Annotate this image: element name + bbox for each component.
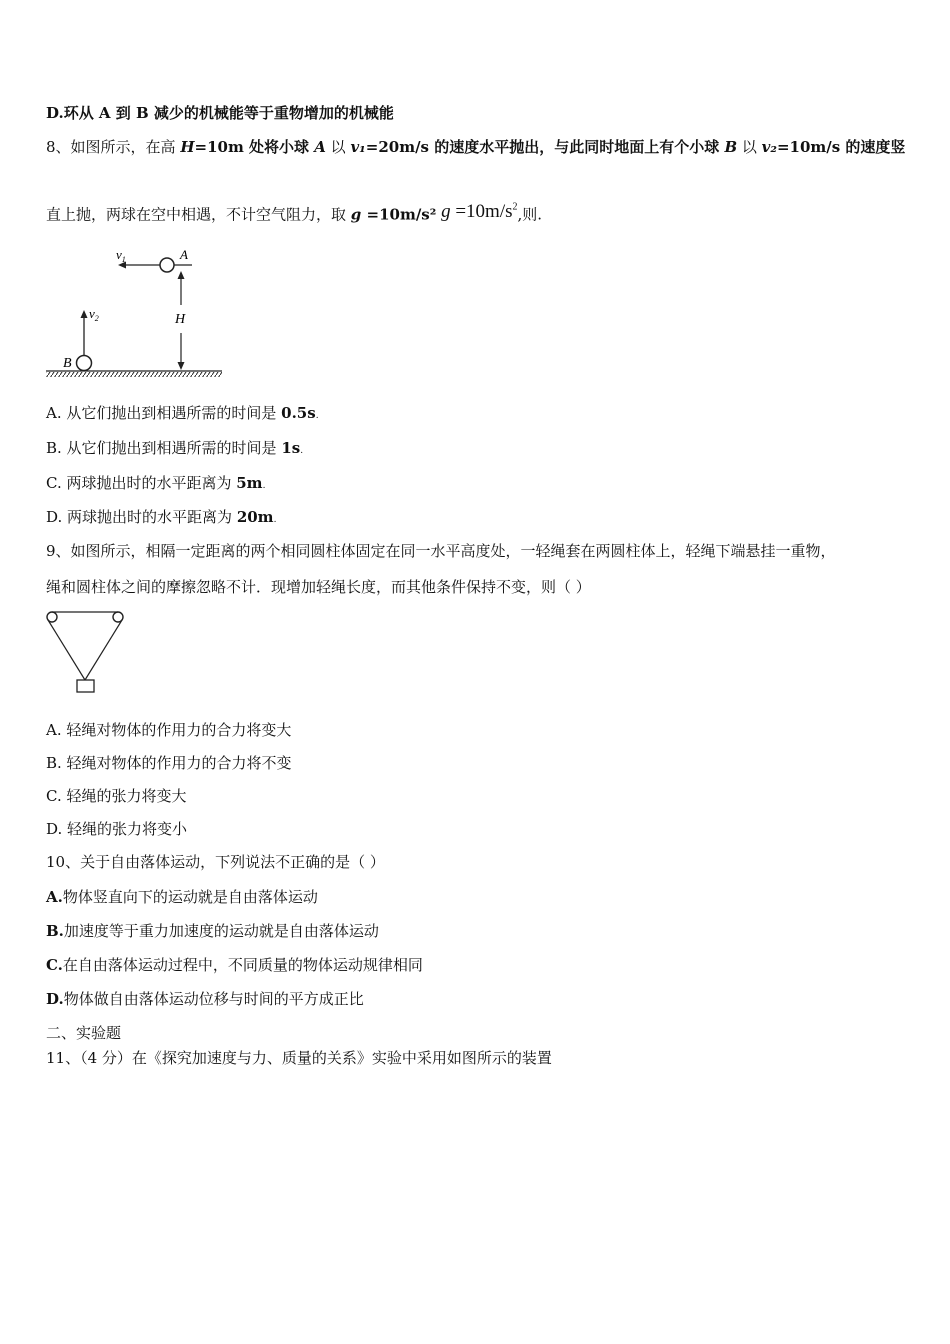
q9-option-d: D. 轻绳的张力将变小 <box>46 820 188 838</box>
q8-option-a: A. 从它们抛出到相遇所需的时间是 0.5s. <box>46 404 319 422</box>
ball-b <box>77 356 92 371</box>
q8-figure <box>44 243 226 383</box>
q10-option-a: A.物体竖直向下的运动就是自由落体运动 <box>46 888 318 906</box>
h-arrowhead-up <box>178 271 185 279</box>
label-v2: $v_2$ <box>89 306 99 323</box>
g-formula: $g =10m/s^2$ <box>441 201 518 223</box>
q9-stem-line2: 绳和圆柱体之间的摩擦忽略不计．现增加轻绳长度，而其他条件保持不变，则（ ） <box>46 578 591 596</box>
q9-option-a: A. 轻绳对物体的作用力的合力将变大 <box>46 721 292 739</box>
q10-option-c: C.在自由落体运动过程中，不同质量的物体运动规律相同 <box>46 956 423 974</box>
q11-stem: 11、（4 分）在《探究加速度与力、质量的关系》实验中采用如图所示的装置 <box>46 1049 552 1067</box>
q9-option-c: C. 轻绳的张力将变大 <box>46 787 187 805</box>
q9-option-b: B. 轻绳对物体的作用力的合力将不变 <box>46 754 292 772</box>
q8-option-b: B. 从它们抛出到相遇所需的时间是 1s. <box>46 439 304 457</box>
label-a: A <box>180 247 188 262</box>
q8-stem-line1: 8、如图所示，在高 H=10m 处将小球 A 以 v₁=20m/s 的速度水平抛出，与此同时地面上有个小球 B 以 v₂=10m/s 的速度竖 <box>46 138 906 156</box>
ball-a <box>160 258 174 272</box>
prev-option-d: D.环从 A 到 B 减少的机械能等于重物增加的机械能 <box>46 104 394 122</box>
label-b: B <box>63 356 72 371</box>
q8-stem-line2: 直上抛，两球在空中相遇，不计空气阻力，取 g =10m/s² $g =10m/s^2$,则. <box>46 201 543 224</box>
section-heading: 二、实验题 <box>46 1024 122 1042</box>
rope-left <box>48 620 85 680</box>
rope-right <box>85 620 122 680</box>
v2-arrowhead <box>81 310 88 318</box>
q10-option-d: D.物体做自由落体运动位移与时间的平方成正比 <box>46 990 364 1008</box>
q8-option-d: D. 两球抛出时的水平距离为 20m. <box>46 508 277 526</box>
q10-stem: 10、关于自由落体运动，下列说法不正确的是（ ） <box>46 853 385 871</box>
q8-option-c: C. 两球抛出时的水平距离为 5m. <box>46 474 266 492</box>
label-h: H <box>175 312 186 327</box>
q9-stem-line1: 9、如图所示，相隔一定距离的两个相同圆柱体固定在同一水平高度处，一轻绳套在两圆柱体上，轻绳下端悬挂一重物， <box>46 542 836 560</box>
h-arrowhead-down <box>178 362 185 370</box>
hanging-weight <box>77 680 94 692</box>
label-v1: $v_1$ <box>116 247 126 264</box>
q10-option-b: B.加速度等于重力加速度的运动就是自由落体运动 <box>46 922 379 940</box>
q9-figure <box>44 608 128 696</box>
ground-hatch <box>46 372 222 377</box>
